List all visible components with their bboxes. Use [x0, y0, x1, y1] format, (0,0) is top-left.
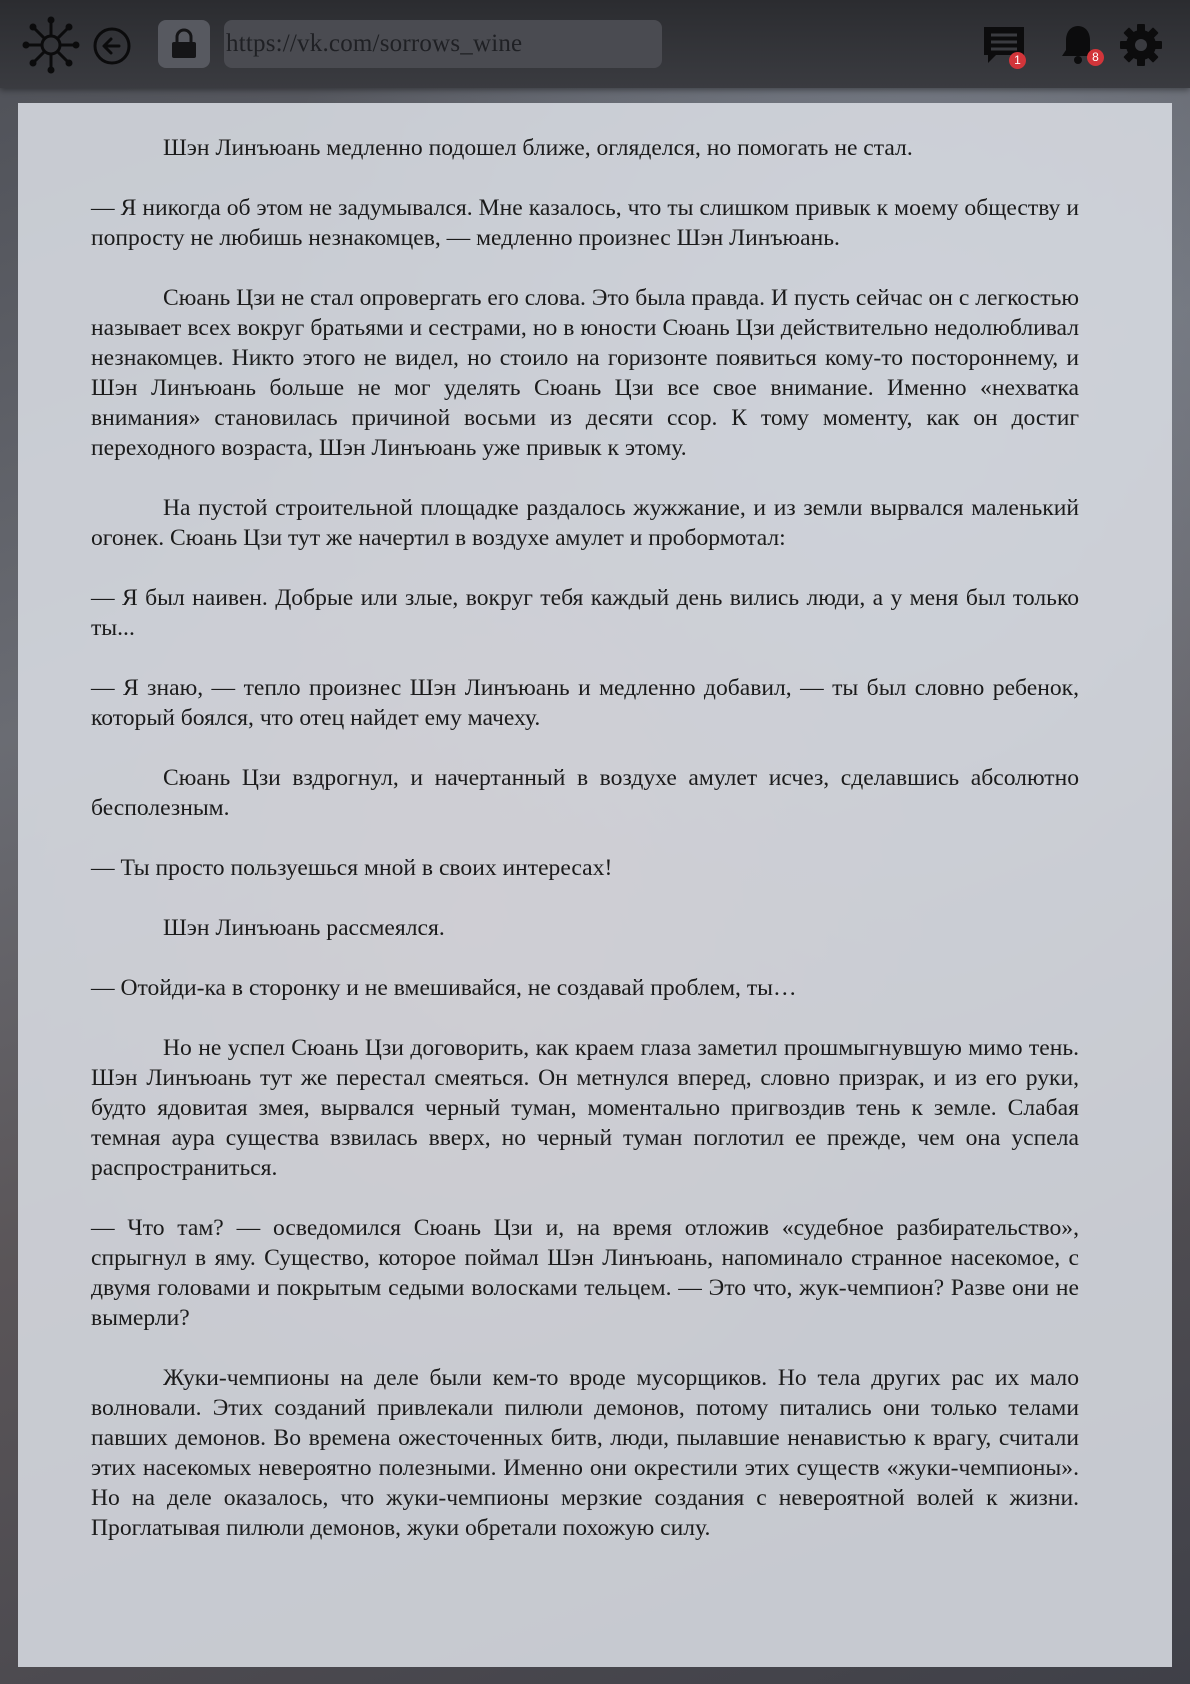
paragraph: — Что там? — осведомился Сюань Цзи и, на время отложив «судебное разбирательство», спрыгнул в яму. Существо, которое поймал Шэн Линъюань, напоминало странное насекомое, с двумя головами и покрытым седыми волосками тельцем. — Это что, жук-чемпион? Разве они не вымерли? [91, 1215, 1079, 1331]
paragraph: Сюань Цзи вздрогнул, и начертанный в воздухе амулет исчез, сделавшись абсолютно бесполезным. [91, 765, 1079, 821]
paragraph: — Я никогда об этом не задумывался. Мне казалось, что ты слишком привык к моему обществу и попросту не любишь незнакомцев, — медленно произнес Шэн Линъюань. [91, 195, 1079, 251]
back-arrow-icon[interactable] [92, 26, 132, 66]
settings-button[interactable] [1118, 22, 1164, 68]
lock-button[interactable] [158, 20, 210, 68]
top-toolbar [0, 0, 1190, 88]
messages-button[interactable] [978, 22, 1030, 68]
gear-icon [1119, 23, 1163, 67]
paragraph: — Отойди-ка в сторонку и не вмешивайся, не создавай проблем, ты… [91, 975, 797, 1001]
paragraph: — Я знаю, — тепло произнес Шэн Линъюань и медленно добавил, — ты был словно ребенок, который боялся, что отец найдет ему мачеху. [91, 675, 1079, 731]
paragraph: Но не успел Сюань Цзи договорить, как краем глаза заметил прошмыгнувшую мимо тень. Шэн Линъюань тут же перестал смеяться. Он метнулся вперед, словно призрак, и из его руки, будто ядовитая змея, вырвался черный туман, моментально пригвоздив тень к земле. Слабая темная аура существа взвилась вверх, но черный туман поглотил ее прежде, чем она успела распространиться. [91, 1035, 1079, 1181]
lock-icon [169, 28, 199, 60]
paragraph: Жуки-чемпионы на деле были кем-то вроде мусорщиков. Но тела других рас их мало волновали. Этих созданий привлекали пилюли демонов, потому питались они только телами павших демонов. Во времена ожесточенных битв, люди, пылавшие ненавистью к врагу, считали этих насекомых невероятно полезными. Именно они окрестили этих существ «жуки-чемпионы». Но на деле оказалось, что жуки-чемпионы мерзкие создания с невероятной волей к жизни. Проглатывая пилюли демонов, жуки обретали похожую силу. [91, 1365, 1079, 1541]
messages-badge: 1 [1009, 52, 1026, 69]
paragraph: Сюань Цзи не стал опровергать его слова. Это была правда. И пусть сейчас он с легкостью называет всех вокруг братьями и сестрами, но в юности Сюань Цзи действительно недолюбливал незнакомцев. Никто этого не видел, но стоило на горизонте появиться кому-то постороннему, и Шэн Линъюань больше не мог уделять Сюань Цзи все свое внимание. Именно «нехватка внимания» становилась причиной восьми из десяти ссор. К тому моменту, как он достиг переходного возраста, Шэн Линъюань уже привык к этому. [91, 285, 1079, 461]
paragraph: Шэн Линъюань рассмеялся. [163, 915, 445, 941]
article-text [91, 133, 1079, 1573]
notifications-badge: 8 [1087, 49, 1104, 66]
url-text: https://vk.com/sorrows_wine [226, 30, 523, 57]
network-hub-icon[interactable] [22, 16, 80, 74]
paragraph: — Я был наивен. Добрые или злые, вокруг тебя каждый день вились люди, а у меня был только ты... [91, 585, 1079, 641]
reading-panel [18, 103, 1172, 1667]
address-bar[interactable] [224, 20, 662, 68]
paragraph: На пустой строительной площадке раздалось жужжание, и из земли вырвался маленький огонек. Сюань Цзи тут же начертил в воздухе амулет и пробормотал: [91, 495, 1079, 551]
notifications-button[interactable] [1056, 20, 1100, 68]
paragraph: Шэн Линъюань медленно подошел ближе, огляделся, но помогать не стал. [163, 135, 913, 161]
paragraph: — Ты просто пользуешься мной в своих интересах! [91, 855, 613, 881]
